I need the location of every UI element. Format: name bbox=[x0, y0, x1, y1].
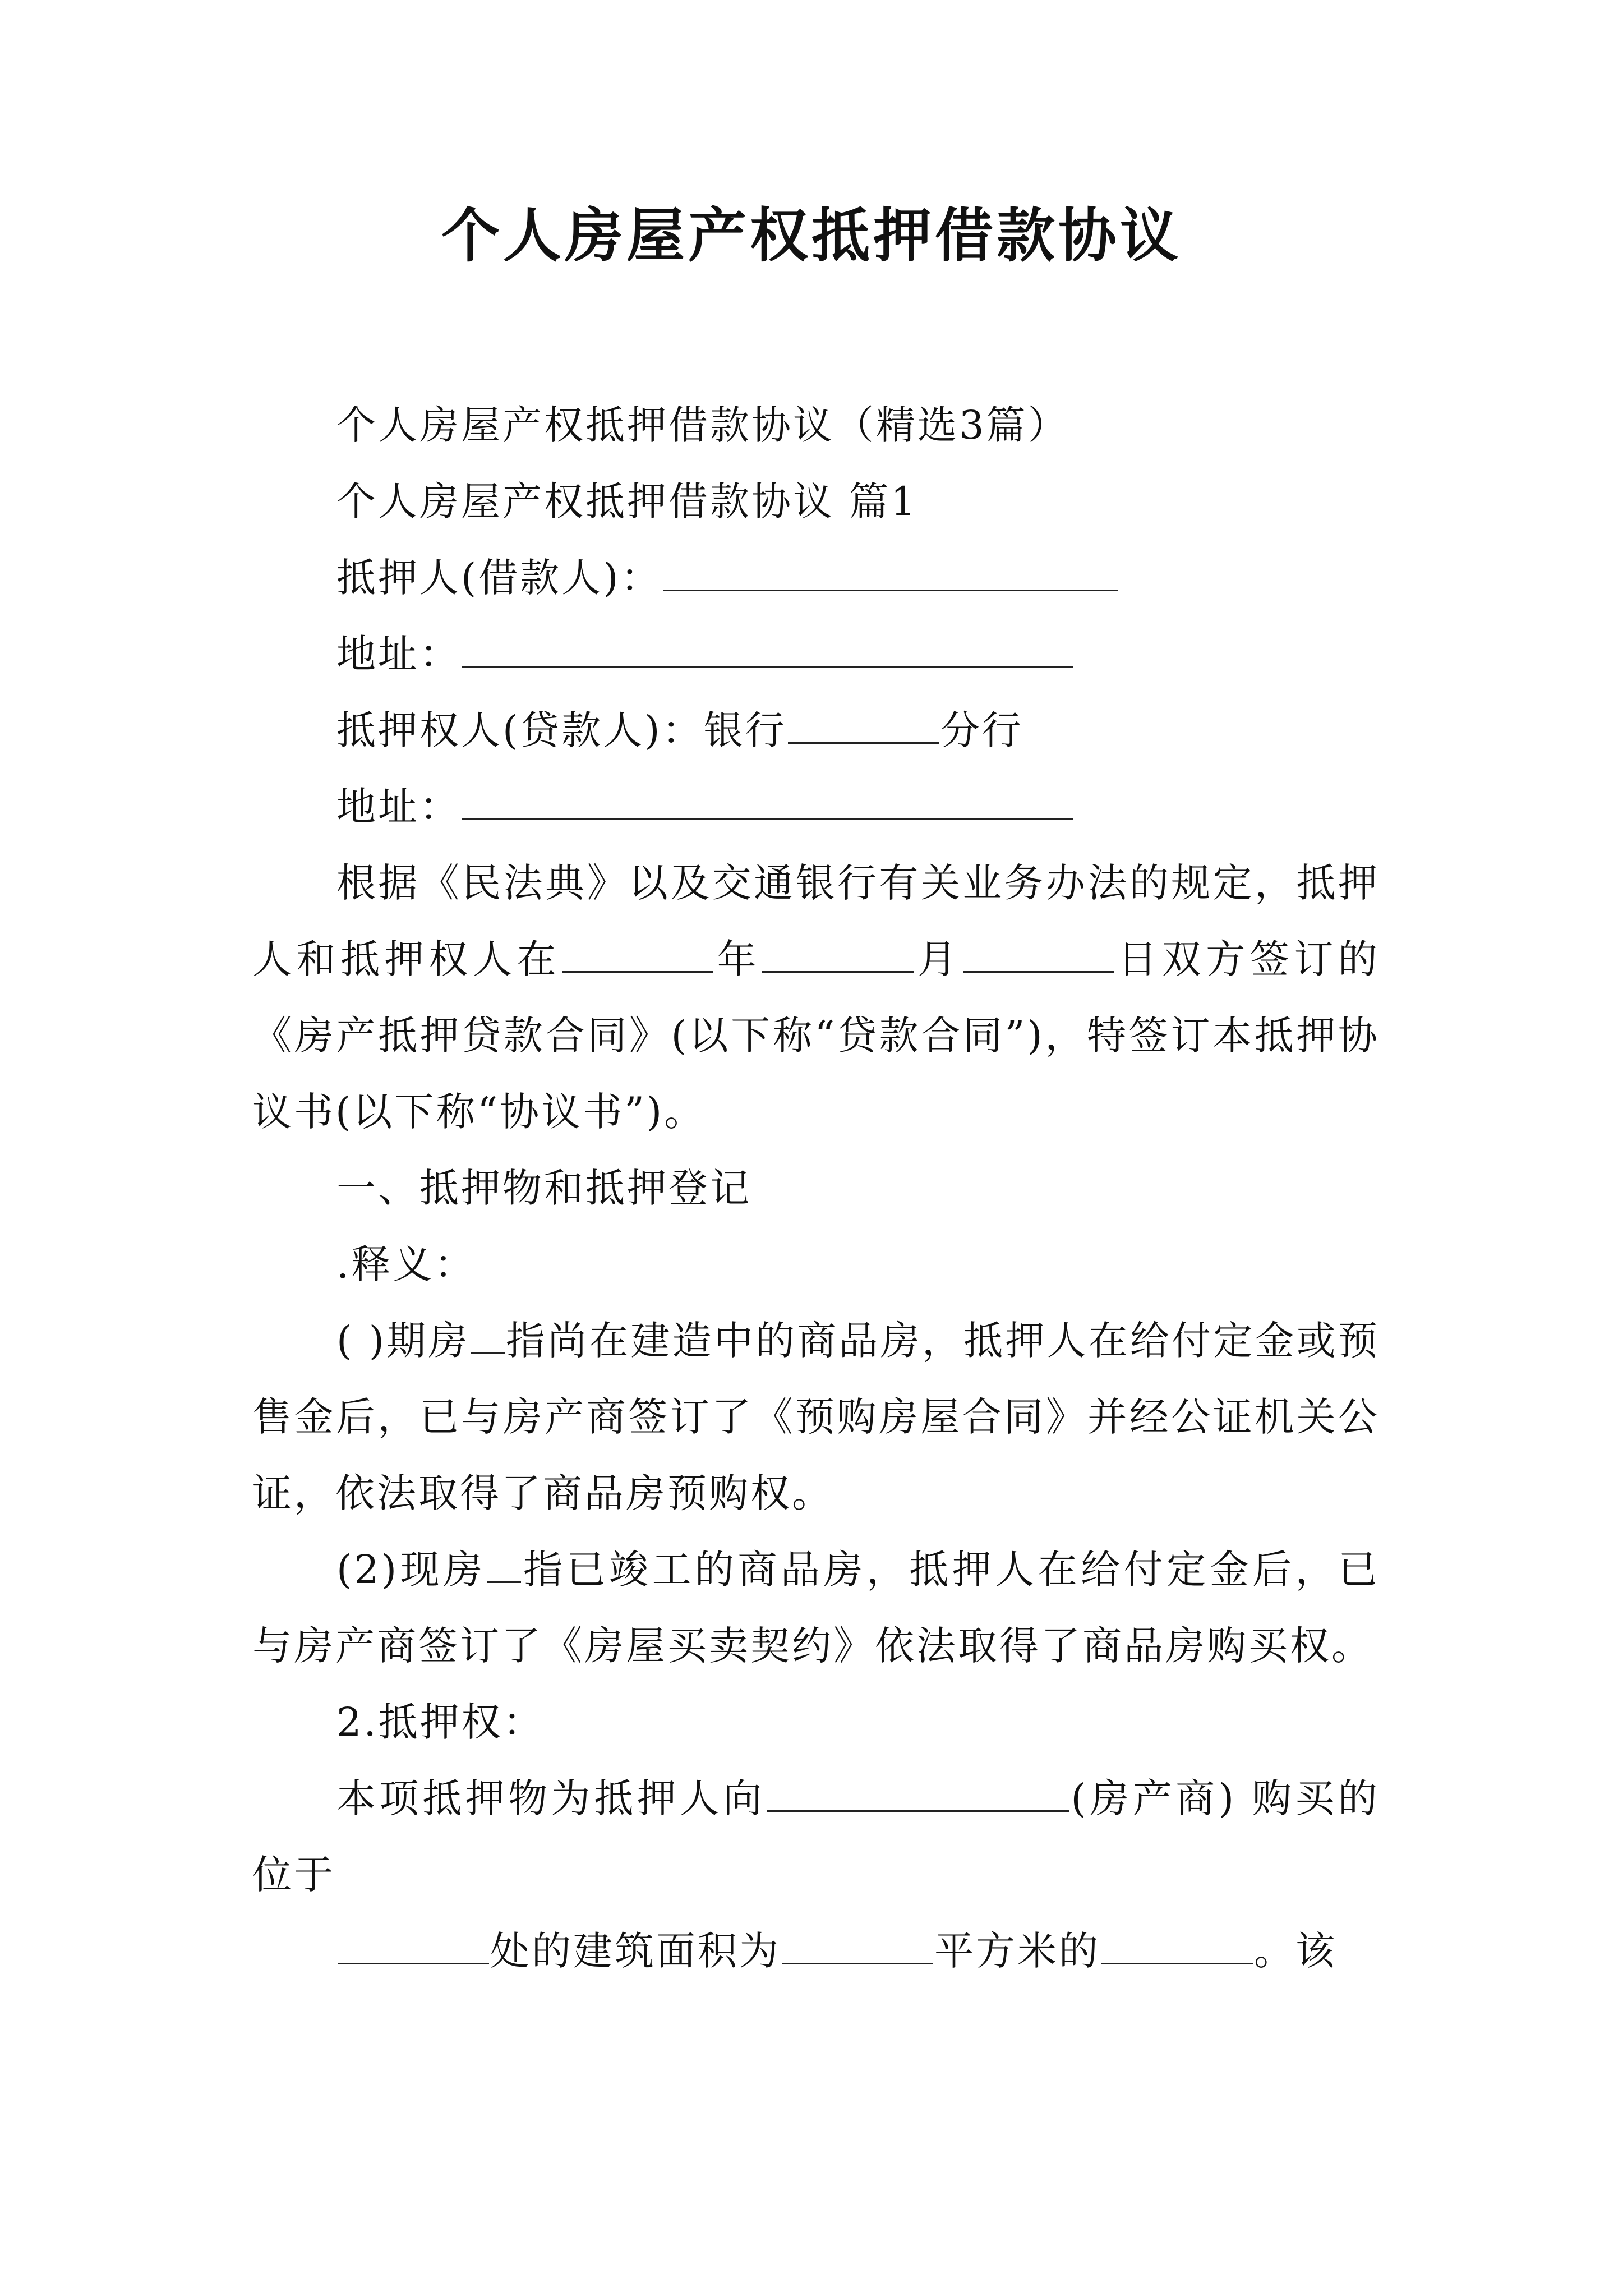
article-heading bbox=[252, 463, 1380, 540]
year-label: 年 bbox=[714, 936, 762, 982]
month-label: 月 bbox=[915, 936, 962, 982]
branch-suffix: 分行 bbox=[940, 707, 1023, 753]
address-label-1: 地址： bbox=[336, 631, 461, 677]
mortgagor-line bbox=[252, 540, 1380, 616]
location-blank[interactable] bbox=[338, 1924, 489, 1964]
section-one-heading bbox=[252, 1150, 1380, 1226]
intro-text-2: 日双方签订的《房产抵押贷款合同》(以下称“贷款合同”)，特签订本抵押协议书(以下称“协议书”)。 bbox=[252, 936, 1380, 1135]
document-body bbox=[252, 387, 1380, 1989]
developer-blank[interactable] bbox=[767, 1771, 1069, 1812]
definition-1-prefix: ( )期房 bbox=[336, 1318, 470, 1364]
location-paragraph bbox=[252, 1913, 1380, 1989]
mortgagor-blank[interactable] bbox=[663, 550, 1118, 591]
address-line-2 bbox=[252, 769, 1380, 845]
subtitle-text: 个人房屋产权抵押借款协议（精选3篇） bbox=[336, 402, 1069, 448]
document-title: 个人房屋产权抵押借款协议 bbox=[441, 201, 1182, 270]
collateral-text-1: 本项抵押物为抵押人向 bbox=[336, 1775, 766, 1821]
definition-text: .释义： bbox=[336, 1241, 476, 1287]
branch-blank[interactable] bbox=[788, 703, 939, 744]
location-text-3: 。该 bbox=[1254, 1928, 1337, 1974]
article-heading-text: 个人房屋产权抵押借款协议 篇1 bbox=[336, 478, 918, 524]
mortgagee-line bbox=[252, 692, 1380, 769]
property-blank[interactable] bbox=[1101, 1924, 1253, 1964]
address-blank-1[interactable] bbox=[462, 627, 1073, 668]
mortgagor-label: 抵押人(借款人)： bbox=[336, 555, 662, 601]
definition-2-prefix: (2)现房 bbox=[336, 1547, 486, 1593]
location-text-2: 平方米的 bbox=[934, 1928, 1100, 1974]
definition-1-text: 指尚在建造中的商品房，抵押人在给付定金或预售金后，已与房产商签订了《预购房屋合同》并经公证机关公证，依法取得了商品房预购权。 bbox=[252, 1318, 1380, 1516]
day-blank[interactable] bbox=[963, 932, 1114, 973]
definition-2 bbox=[252, 1531, 1380, 1684]
definition-1-dash bbox=[471, 1313, 505, 1354]
intro-text-1: 根据《民法典》以及交通银行有关业务办法的规定，抵押人和抵押权人在 bbox=[252, 860, 1380, 982]
collateral-paragraph bbox=[252, 1760, 1380, 1913]
address-label-2: 地址： bbox=[336, 784, 461, 830]
month-blank[interactable] bbox=[762, 932, 914, 973]
definition-2-dash bbox=[487, 1542, 521, 1583]
address-blank-2[interactable] bbox=[462, 779, 1073, 820]
item-2-heading bbox=[252, 1684, 1380, 1760]
intro-paragraph bbox=[252, 845, 1380, 1150]
item-2-text: 2.抵押权： bbox=[336, 1699, 545, 1745]
definition-heading bbox=[252, 1226, 1380, 1303]
address-line-1 bbox=[252, 616, 1380, 692]
year-blank[interactable] bbox=[562, 932, 713, 973]
location-text-1: 处的建筑面积为 bbox=[490, 1928, 781, 1974]
subtitle bbox=[252, 387, 1380, 463]
definition-2-text: 指已竣工的商品房，抵押人在给付定金后，已与房产商签订了《房屋买卖契约》依法取得了商品房购买权。 bbox=[252, 1547, 1380, 1669]
section-one-text: 一、抵押物和抵押登记 bbox=[336, 1165, 751, 1211]
mortgagee-label: 抵押权人(贷款人)：银行 bbox=[336, 707, 787, 753]
definition-1 bbox=[252, 1303, 1380, 1531]
area-blank[interactable] bbox=[782, 1924, 933, 1964]
collateral-text-2: (房产商) 购买的位于 bbox=[252, 1775, 1380, 1898]
